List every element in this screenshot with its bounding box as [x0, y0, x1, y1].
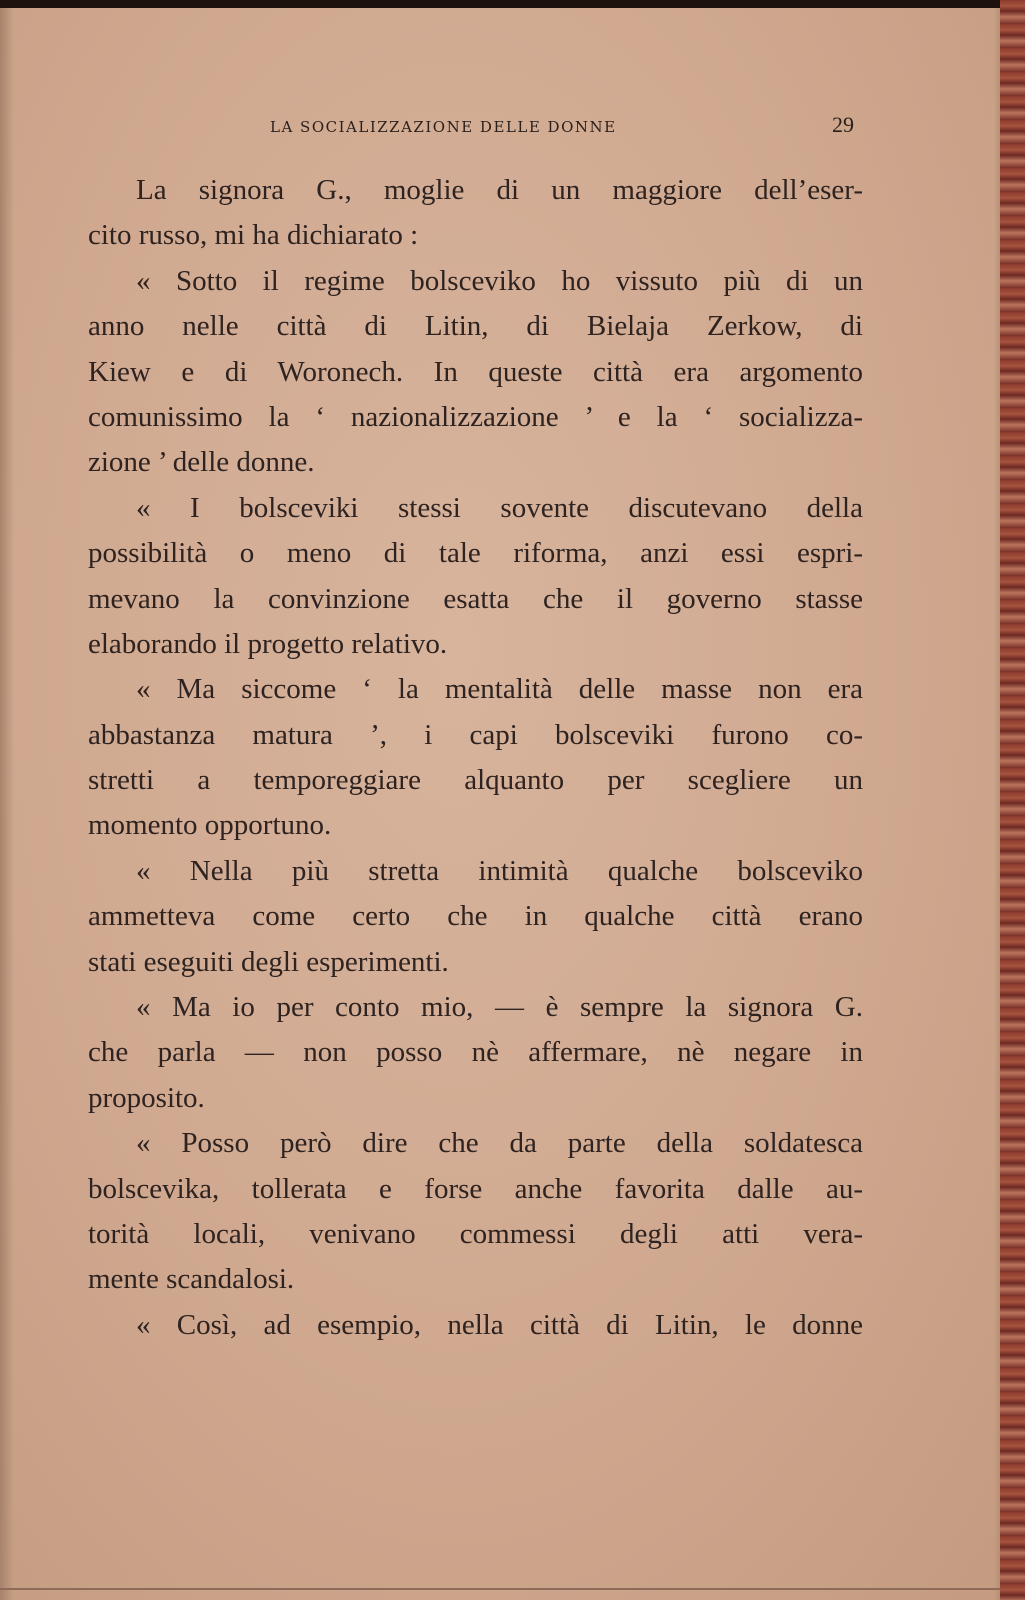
text-line: cito russo, mi ha dichiarato :	[88, 219, 419, 252]
text-line: Kiew e di Woronech. In queste città era argomento	[88, 355, 863, 388]
text-line: momento opportuno.	[88, 809, 332, 842]
text-line: bolscevika, tollerata e forse anche favorita dalle au-	[88, 1172, 863, 1205]
text-line: « Posso però dire che da parte della soldatesca	[136, 1127, 863, 1160]
text-line: proposito.	[88, 1081, 205, 1114]
running-title: LA SOCIALIZZAZIONE DELLE DONNE	[270, 118, 617, 136]
bottom-edge	[0, 1588, 1000, 1590]
text-line: « Sotto il regime bolsceviko ho vissuto più di un	[136, 264, 863, 297]
text-line: comunissimo la ‘ nazionalizzazione ’ e la ‘ socializza-	[88, 400, 863, 433]
text-line: ammetteva come certo che in qualche città erano	[88, 900, 863, 933]
text-line: mevano la convinzione esatta che il governo stasse	[88, 582, 863, 615]
gutter-shadow	[0, 8, 14, 1600]
body-text	[88, 168, 863, 1348]
text-line: « Ma siccome ‘ la mentalità delle masse non era	[136, 673, 863, 706]
text-line: stati eseguiti degli esperimenti.	[88, 945, 449, 978]
text-line: stretti a temporeggiare alquanto per scegliere un	[88, 764, 863, 797]
top-edge	[0, 0, 1025, 8]
text-line: abbastanza matura ’, i capi bolsceviki furono co-	[88, 718, 863, 751]
text-line: elaborando il progetto relativo.	[88, 627, 448, 660]
text-line: torità locali, venivano commessi degli atti vera-	[88, 1217, 863, 1250]
book-edge	[1000, 0, 1025, 1600]
text-line: « I bolsceviki stessi sovente discutevano della	[136, 491, 863, 524]
text-line: anno nelle città di Litin, di Bielaja Zerkow, di	[88, 310, 863, 343]
text-line: « Ma io per conto mio, — è sempre la signora G.	[136, 991, 863, 1024]
text-line: La signora G., moglie di un maggiore dell’eser-	[136, 174, 863, 206]
text-line: zione ’ delle donne.	[88, 446, 315, 479]
text-line: « Nella più stretta intimità qualche bolsceviko	[136, 854, 863, 887]
text-line: « Così, ad esempio, nella città di Litin, le donne	[136, 1308, 863, 1341]
text-line: possibilità o meno di tale riforma, anzi essi espri-	[88, 537, 863, 570]
page-number: 29	[832, 112, 854, 137]
text-line: che parla — non posso nè affermare, nè negare in	[88, 1036, 863, 1069]
text-line: mente scandalosi.	[88, 1263, 295, 1296]
